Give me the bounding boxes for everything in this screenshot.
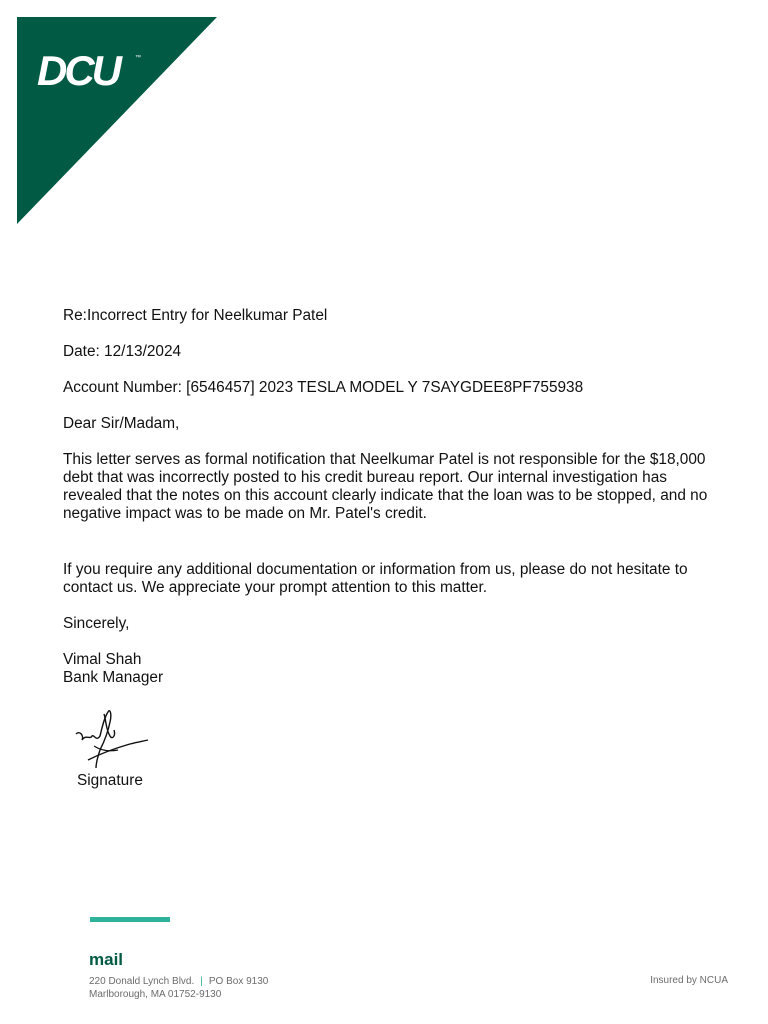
address-separator: | [200,976,203,987]
body-paragraph-2: If you require any additional documentation or information from us, please do not hesitate to contact us. We appreciate your prompt attention to this matter. [63,561,688,596]
address-city: Marlborough, MA 01752-9130 [89,989,222,1000]
footer-mail-label: mail [89,950,124,969]
handwritten-signature [70,706,160,772]
logo-text: DCU [37,47,119,94]
logo-trademark: ™ [135,55,141,61]
address-po-box: PO Box 9130 [208,976,269,987]
body-paragraph-1: This letter serves as formal notification that Neelkumar Patel is not responsible for the $18,000 debt that was incorrectly posted to his credit bureau report. Our internal investigation has revealed that the notes on this account clearly indicate that the loan was to be stopped, and no negative impact was to be made on Mr. Patel's credit. [63,451,708,522]
salutation: Dear Sir/Madam, [63,415,180,432]
account-number-line: Account Number: [6546457] 2023 TESLA MODEL Y 7SAYGDEE8PF755938 [63,379,584,396]
address-street: 220 Donald Lynch Blvd. [89,976,195,987]
closing: Sincerely, [63,615,130,632]
footer-accent-bar [90,917,170,922]
dcu-logo [17,17,217,224]
letter-body [63,307,723,687]
footer-address [89,975,268,1001]
ncua-insured-note: Insured by NCUA [650,975,728,986]
signer-title: Bank Manager [63,669,164,686]
signature-label: Signature [77,772,143,789]
date-line: Date: 12/13/2024 [63,343,182,360]
signer-name: Vimal Shah [63,651,142,668]
subject-line: Re:Incorrect Entry for Neelkumar Patel [63,307,328,324]
